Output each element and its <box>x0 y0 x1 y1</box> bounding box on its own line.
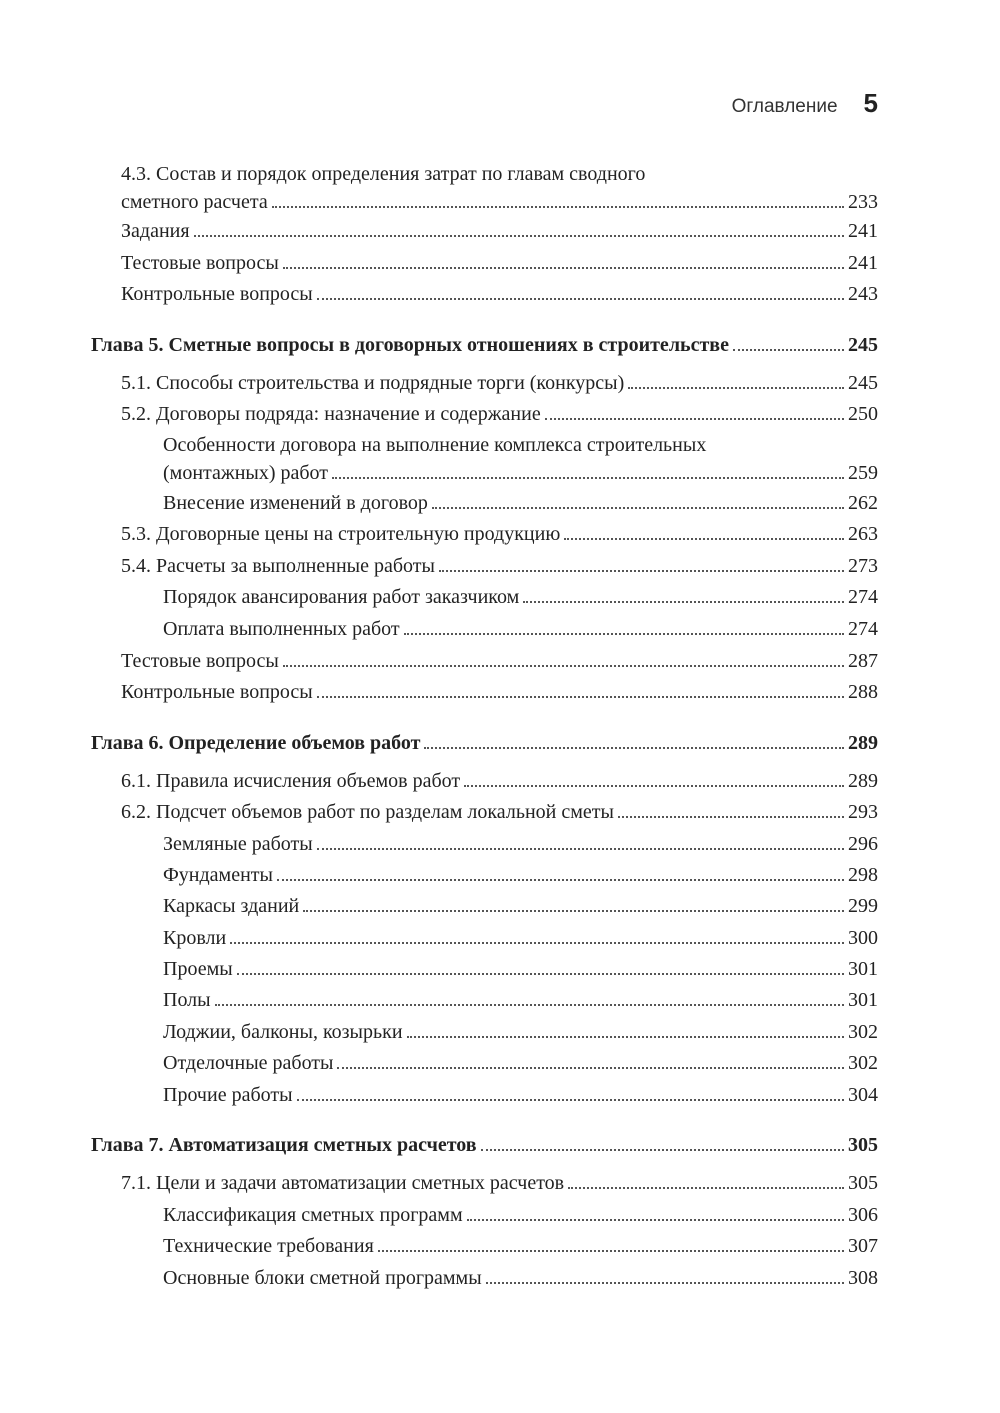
dot-leader <box>618 816 844 818</box>
toc-entry-page: 245 <box>848 372 878 394</box>
dot-leader <box>272 206 844 208</box>
toc-entry-body <box>163 615 878 643</box>
toc-entry-row <box>163 924 878 952</box>
toc-entry-title: Глава 6. Определение объемов работ <box>91 732 421 754</box>
toc-entry-row <box>121 217 878 245</box>
dot-leader <box>564 538 844 540</box>
toc-entry-body <box>163 861 878 889</box>
toc-entry-title: Глава 7. Автоматизация сметных расчетов <box>91 1134 477 1156</box>
dot-leader <box>230 942 844 944</box>
dot-leader <box>194 235 844 237</box>
toc-entry-row <box>121 678 878 706</box>
toc-entry-body <box>163 955 878 983</box>
toc-entry-body <box>163 924 878 952</box>
toc-entry-title: 5.2. Договоры подряда: назначение и содержание <box>121 403 541 425</box>
dot-leader <box>215 1004 844 1006</box>
toc-entry-body <box>163 830 878 858</box>
toc-entry-row <box>91 729 878 757</box>
dot-leader <box>317 298 844 300</box>
toc-entry-page: 273 <box>848 555 878 577</box>
dot-leader <box>277 879 844 881</box>
toc-entry-title: Полы <box>163 989 211 1011</box>
toc-entry-page: 274 <box>848 586 878 608</box>
toc-entry-page: 305 <box>848 1134 878 1156</box>
toc-entry-body <box>163 583 878 611</box>
toc-entry-page: 245 <box>848 334 878 356</box>
toc-entry-row <box>91 1131 878 1159</box>
toc-entry-title: Задания <box>121 220 190 242</box>
dot-leader <box>481 1149 844 1151</box>
toc-entry-page: 293 <box>848 801 878 823</box>
toc-entry-body <box>163 489 878 517</box>
toc-entry-row <box>163 955 878 983</box>
toc-entry-row <box>163 1264 878 1292</box>
toc-entry-page: 305 <box>848 1172 878 1194</box>
toc-entry-page: 308 <box>848 1267 878 1289</box>
dot-leader <box>317 696 844 698</box>
toc-entry-body <box>163 1264 878 1292</box>
dot-leader <box>404 633 844 635</box>
toc-entry-page: 289 <box>848 732 878 754</box>
toc-entry-title: Лоджии, балконы, козырьки <box>163 1021 403 1043</box>
toc-entry-body <box>121 249 878 277</box>
toc-entry-row <box>163 986 878 1014</box>
toc-entry-title: Порядок авансирования работ заказчиком <box>163 586 520 608</box>
toc-entry-page: 233 <box>848 191 878 213</box>
toc-entry-title: Глава 5. Сметные вопросы в договорных отношениях в строительстве <box>91 334 729 356</box>
toc-entry-row <box>121 552 878 580</box>
toc-entry-title: Классификация сметных программ <box>163 1204 463 1226</box>
toc-entry-body <box>121 160 878 216</box>
toc-entry-body <box>163 986 878 1014</box>
toc-entry-page: 301 <box>848 958 878 980</box>
toc-entry-row <box>163 459 878 487</box>
toc-entry-title: Внесение изменений в договор <box>163 492 428 514</box>
toc-entry-row <box>163 861 878 889</box>
toc-entry-body <box>121 678 878 706</box>
toc-entry-title: Проемы <box>163 958 233 980</box>
toc-entry-row <box>121 400 878 428</box>
toc-entry-title: Отделочные работы <box>163 1052 334 1074</box>
toc-entry-title: Контрольные вопросы <box>121 283 313 305</box>
toc-entry-page: 241 <box>848 252 878 274</box>
toc-entry-title: 6.1. Правила исчисления объемов работ <box>121 770 461 792</box>
toc-entry-first-line: Особенности договора на выполнение комплекса строительных <box>163 434 707 456</box>
running-header-title: Оглавление <box>731 96 838 117</box>
toc-entry-row <box>121 520 878 548</box>
toc-entry-body <box>121 1169 878 1197</box>
toc-entry-body <box>163 431 878 487</box>
toc-entry-row <box>121 798 878 826</box>
dot-leader <box>237 973 844 975</box>
toc-entry-title: 5.4. Расчеты за выполненные работы <box>121 555 435 577</box>
toc-entry-page: 250 <box>848 403 878 425</box>
toc-entry-row <box>121 369 878 397</box>
running-header <box>732 88 878 119</box>
toc-entry-body <box>163 892 878 920</box>
toc-entry-row <box>121 188 878 216</box>
toc-entry-title: Кровли <box>163 927 227 949</box>
toc-entry-title: 6.2. Подсчет объемов работ по разделам локальной сметы <box>121 801 614 823</box>
dot-leader <box>378 1250 844 1252</box>
dot-leader <box>467 1219 844 1221</box>
toc-entry-title: сметного расчета <box>121 191 268 213</box>
toc-entry-row <box>163 830 878 858</box>
toc-entry-title: Основные блоки сметной программы <box>163 1267 482 1289</box>
toc-entry-row <box>163 1081 878 1109</box>
toc-entry-row <box>163 615 878 643</box>
dot-leader <box>424 747 844 749</box>
toc-entry-page: 306 <box>848 1204 878 1226</box>
toc-entry-title: Земляные работы <box>163 833 313 855</box>
toc-entry-page: 301 <box>848 989 878 1011</box>
toc-entry-title: Каркасы зданий <box>163 895 300 917</box>
dot-leader <box>317 848 844 850</box>
toc-entry-row <box>121 647 878 675</box>
toc-entry-body <box>163 1081 878 1109</box>
toc-entry-body <box>121 217 878 245</box>
toc-entry-body <box>121 400 878 428</box>
dot-leader <box>486 1282 844 1284</box>
toc-entry-page: 263 <box>848 523 878 545</box>
toc-entry-page: 262 <box>848 492 878 514</box>
toc-entry-page: 300 <box>848 927 878 949</box>
toc-entry-body <box>121 520 878 548</box>
toc-entry-body <box>121 552 878 580</box>
toc-entry-page: 296 <box>848 833 878 855</box>
toc-entry-title: Тестовые вопросы <box>121 252 279 274</box>
toc-entry-page: 287 <box>848 650 878 672</box>
toc-entry-page: 241 <box>848 220 878 242</box>
dot-leader <box>523 601 844 603</box>
toc-entry-title: Технические требования <box>163 1235 374 1257</box>
toc-entry-page: 288 <box>848 681 878 703</box>
dot-leader <box>283 267 844 269</box>
toc-entry-row <box>163 1201 878 1229</box>
dot-leader <box>464 785 844 787</box>
toc-entry-row <box>163 892 878 920</box>
toc-entry-page: 298 <box>848 864 878 886</box>
toc-entry-body <box>91 1131 878 1159</box>
dot-leader <box>337 1067 844 1069</box>
toc-entry-page: 259 <box>848 462 878 484</box>
toc-entry-page: 302 <box>848 1021 878 1043</box>
toc-entry-title: Тестовые вопросы <box>121 650 279 672</box>
dot-leader <box>297 1099 844 1101</box>
toc-entry-row <box>121 1169 878 1197</box>
toc-entry-body <box>163 1049 878 1077</box>
dot-leader <box>545 418 844 420</box>
toc-entry-title: 7.1. Цели и задачи автоматизации сметных расчетов <box>121 1172 565 1194</box>
toc-entry-page: 304 <box>848 1084 878 1106</box>
page-number: 5 <box>863 88 878 118</box>
toc-entry-body <box>121 280 878 308</box>
toc-entry-page: 299 <box>848 895 878 917</box>
toc-entry-title: 5.3. Договорные цены на строительную продукцию <box>121 523 561 545</box>
toc-entry-row <box>121 249 878 277</box>
toc-entry-title: 5.1. Способы строительства и подрядные торги (конкурсы) <box>121 372 625 394</box>
toc-entry-row <box>91 331 878 359</box>
toc-entry-page: 243 <box>848 283 878 305</box>
toc-entry-title: Контрольные вопросы <box>121 681 313 703</box>
toc-entry-body <box>163 1232 878 1260</box>
toc-entry-body <box>121 767 878 795</box>
toc-entry-row <box>121 280 878 308</box>
dot-leader <box>628 387 844 389</box>
dot-leader <box>733 349 844 351</box>
toc-entry-first-line: 4.3. Состав и порядок определения затрат по главам сводного <box>121 163 646 185</box>
toc-entry-page: 289 <box>848 770 878 792</box>
toc-entry-page: 302 <box>848 1052 878 1074</box>
toc-entry-body <box>163 1018 878 1046</box>
toc-entry-row <box>163 1018 878 1046</box>
toc-entry-body <box>91 331 878 359</box>
toc-entry-title: Фундаменты <box>163 864 273 886</box>
toc-entry-title: Прочие работы <box>163 1084 293 1106</box>
toc-entry-row <box>163 489 878 517</box>
dot-leader <box>439 570 844 572</box>
toc-entry-body <box>121 369 878 397</box>
dot-leader <box>407 1036 844 1038</box>
toc-entry-row <box>163 1049 878 1077</box>
dot-leader <box>432 507 844 509</box>
dot-leader <box>303 910 844 912</box>
toc-entry-body <box>91 729 878 757</box>
toc-entry-row <box>163 583 878 611</box>
toc-entry-title: (монтажных) работ <box>163 462 329 484</box>
toc-entry-body <box>121 798 878 826</box>
toc-entry-page: 307 <box>848 1235 878 1257</box>
toc-entry-row <box>163 1232 878 1260</box>
toc-entry-body <box>163 1201 878 1229</box>
toc-entry-title: Оплата выполненных работ <box>163 618 400 640</box>
dot-leader <box>332 477 844 479</box>
dot-leader <box>283 665 844 667</box>
toc-entry-page: 274 <box>848 618 878 640</box>
toc-entry-body <box>121 647 878 675</box>
dot-leader <box>568 1187 844 1189</box>
toc-entry-row <box>121 767 878 795</box>
